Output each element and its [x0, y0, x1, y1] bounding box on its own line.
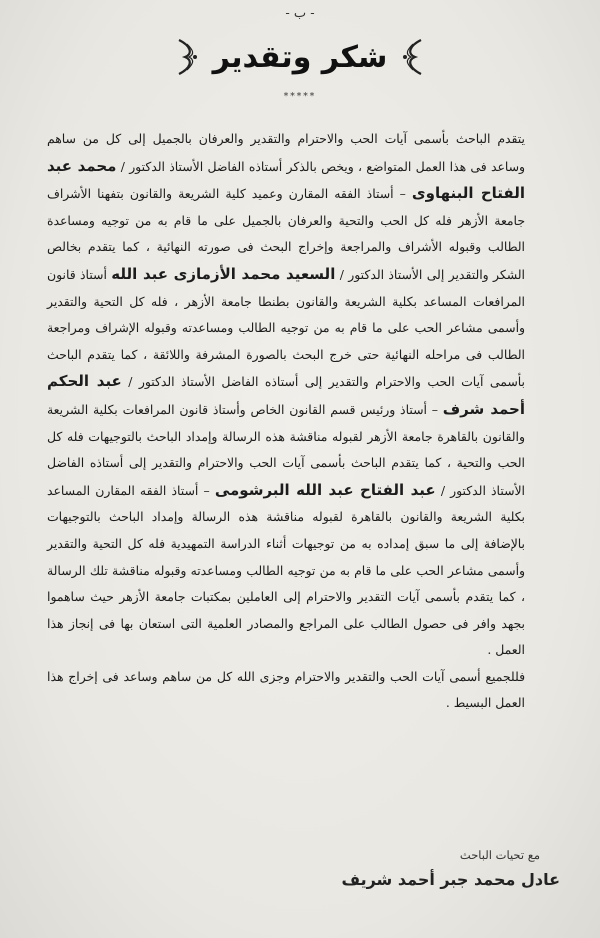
closing-greeting: مع تحيات الباحث — [459, 848, 540, 862]
name-sharaf: عبد الحكم أحمد شرف — [47, 372, 525, 418]
text-segment: أستاذ قانون المرافعات المساعد بكلية الشريعة والقانون بطنطا جامعة الأزهر ، فله كل التحية والتقدير وأسمى مشاعر الحب على ما قام به من توجيه الطالب ومساعدته وقبوله الإشراف ومراجعة الطالب فى مراحله النهائية حتى خرج البحث بالصورة المشرفة واللائقة ، كما يتقدم الباحث بأسمى آيات الحب والاحترام والتقدير إلى أستاذه الفاضل الأستاذ الدكتور / — [47, 266, 525, 390]
page-title: شكر وتقدير — [212, 39, 388, 75]
text-segment: – أستاذ الفقه المقارن المساعد بكلية الشريعة والقانون بالقاهرة لقبوله مناقشة هذه الرسالة وإمداد الباحث بالتوجيهات بالإضافة إلى ما سبق إمداده به من توجيهات أثناء الدراسة التمهيدية فله كل التحية والتقدير وأسمى مشاعر الحب على ما قام به من توجيه الطالب ومساعدته وقبوله مناقشة تلك الرسالة ، كما يتقدم بأسمى آيات التقدير والاحترام إلى العاملين بمكتبات جامعة الأزهر حيث ساهموا بجهد وافر فى حصول الطالب على المراجع والمصادر العلمية التى استعان بها فى إنجاز هذا العمل . — [47, 482, 525, 658]
title-stars: ***** — [283, 92, 317, 102]
text-segment: – أستاذ ورئيس قسم القانون الخاص وأستاذ قانون المرافعات بكلية الشريعة والقانون بالقاهرة جامعة الأزهر لقبوله مناقشة هذه الرسالة وإمداد الباحث بالتوجيهات فله كل الحب والتحية ، كما يتقدم الباحث بأسمى آيات الحب والاحترام والتقدير إلى أستاذه الفاضل الأستاذ الدكتور / — [47, 401, 525, 498]
paragraph-closing: فللجميع أسمى آيات الحب والتقدير والاحترام وجزى الله كل من ساهم وساعد فى إخراج هذا العمل البسيط . — [47, 668, 525, 711]
acknowledgment-body — [47, 126, 553, 717]
text-segment: يتقدم الباحث بأسمى آيات الحب والاحترام والتقدير والعرفان بالجميل إلى كل من ساهم وساعد فى هذا العمل المتواضع ، ويخص بالذكر أستاذه الفاضل الأستاذ الدكتور / — [47, 131, 525, 174]
text-segment: – أستاذ الفقه المقارن وعميد كلية الشريعة والقانون بتفهنا الأشراف جامعة الأزهر فله كل الحب والتحية والعرفان بالجميل على ما قام به من توجيه ومساعدة الطالب وقبوله الأشراف والمراجعة وإخراج البحث فى صورته النهائية ، كما يتقدم بخالص الشكر والتقدير إلى الأستاذ الدكتور / — [47, 186, 525, 282]
paragraph-main — [47, 126, 553, 664]
name-banhawi: محمد عبد الفتاح البنهاوى — [47, 156, 526, 203]
author-signature: عادل محمد جبر أحمد شريف — [341, 870, 560, 889]
name-barshoumi: عبد الفتاح عبد الله البرشومى — [214, 480, 436, 499]
ornament-right-icon — [175, 36, 199, 78]
page-marker: - ب - — [285, 6, 315, 21]
title-header — [0, 36, 600, 78]
name-azmazi: السعيد محمد الأزمازى عبد الله — [111, 264, 336, 283]
ornament-left-icon — [401, 36, 425, 78]
